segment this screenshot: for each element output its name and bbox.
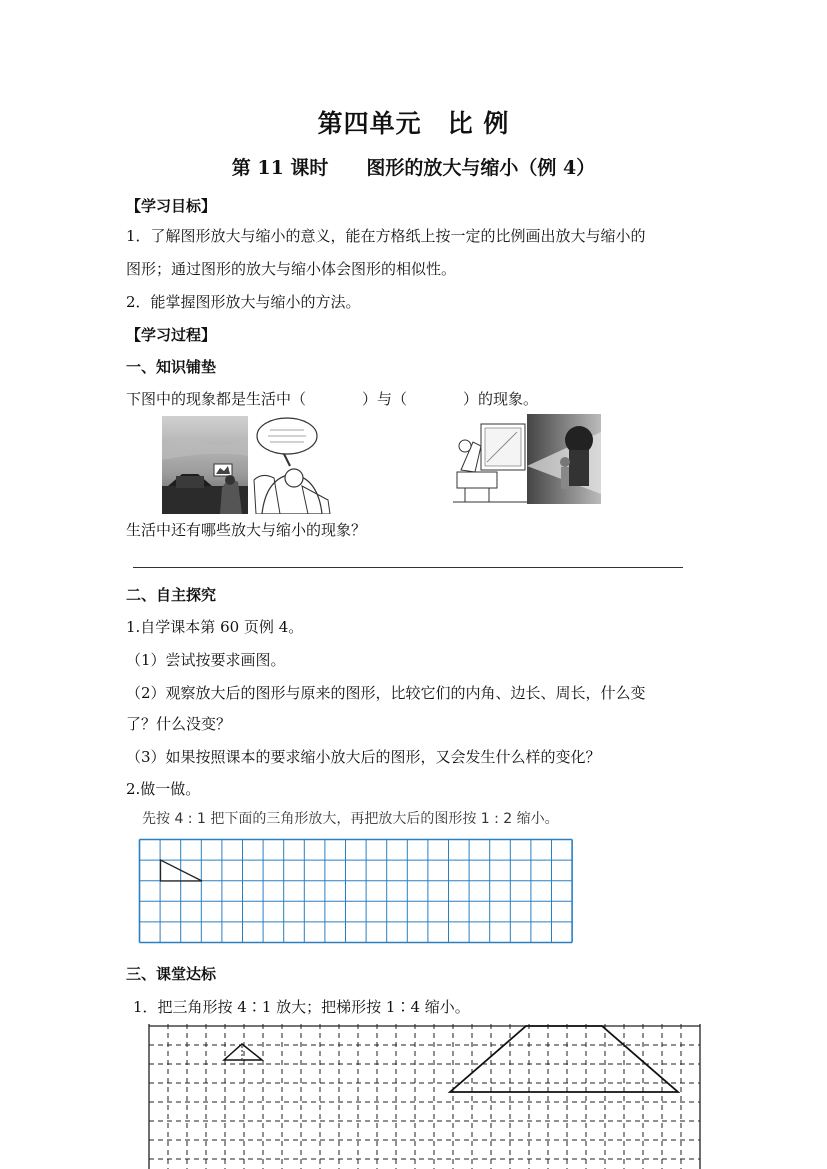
projection-shadow-illustration (451, 414, 601, 504)
blue-grid-lines (140, 840, 573, 943)
step1-text: 1.自学课本第 60 页例 4。 (126, 618, 304, 636)
photo-and-magnifier-image (162, 416, 337, 514)
step1-sub1: （1）尝试按要求画图。 (126, 651, 286, 669)
goals-heading: 【学习目标】 (126, 197, 217, 215)
step2-text: 2.做一做。 (126, 780, 201, 798)
step1-sub2-line2: 了？什么没变？ (126, 715, 232, 733)
blue-grid-exercise[interactable] (138, 838, 584, 948)
projector-and-shadow-image (451, 414, 601, 504)
enlargement-photo-illustration (162, 416, 337, 514)
part1-question (126, 388, 538, 410)
unit-title: 第四单元 比 例 (317, 109, 510, 138)
grid-triangle (224, 1044, 262, 1060)
task1-text: 1．把三角形按 4∶1 放大；把梯形按 1∶4 缩小。 (133, 998, 470, 1016)
part1-heading: 一、知识铺垫 (126, 358, 217, 376)
process-heading: 【学习过程】 (126, 326, 217, 344)
goal-item-1-line-2: 图形；通过图形的放大与缩小体会图形的相似性。 (126, 260, 457, 278)
part1-followup-question: 生活中还有哪些放大与缩小的现象？ (126, 521, 367, 539)
dashed-grid-exercise[interactable] (146, 1024, 716, 1169)
answer-line[interactable] (133, 567, 683, 568)
grid-trapezoid (450, 1026, 678, 1092)
part1-question-a: 下图中的现象都是生活中（ (126, 390, 307, 408)
part1-question-b: ）与（ (362, 390, 408, 408)
goal-item-1-line-1: 1．了解图形放大与缩小的意义，能在方格纸上按一定的比例画出放大与缩小的 (126, 227, 646, 245)
step1-sub3: （3）如果按照课本的要求缩小放大后的图形，又会发生什么样的变化？ (126, 748, 601, 766)
part2-heading: 二、自主探究 (126, 586, 217, 604)
dashed-grid-lines (149, 1024, 700, 1169)
part1-question-c: ）的现象。 (463, 390, 539, 408)
part3-heading: 三、课堂达标 (126, 965, 217, 983)
small-triangle (161, 860, 203, 881)
goal-item-2: 2．能掌握图形放大与缩小的方法。 (126, 293, 361, 311)
lesson-subtitle: 第 11 课时 图形的放大与缩小（例 4） (231, 157, 596, 179)
step1-sub2-line1: （2）观察放大后的图形与原来的图形，比较它们的内角、边长、周长，什么变 (126, 684, 646, 702)
step2-instruction: 先按 4 : 1 把下面的三角形放大，再把放大后的图形按 1 : 2 缩小。 (142, 811, 559, 827)
